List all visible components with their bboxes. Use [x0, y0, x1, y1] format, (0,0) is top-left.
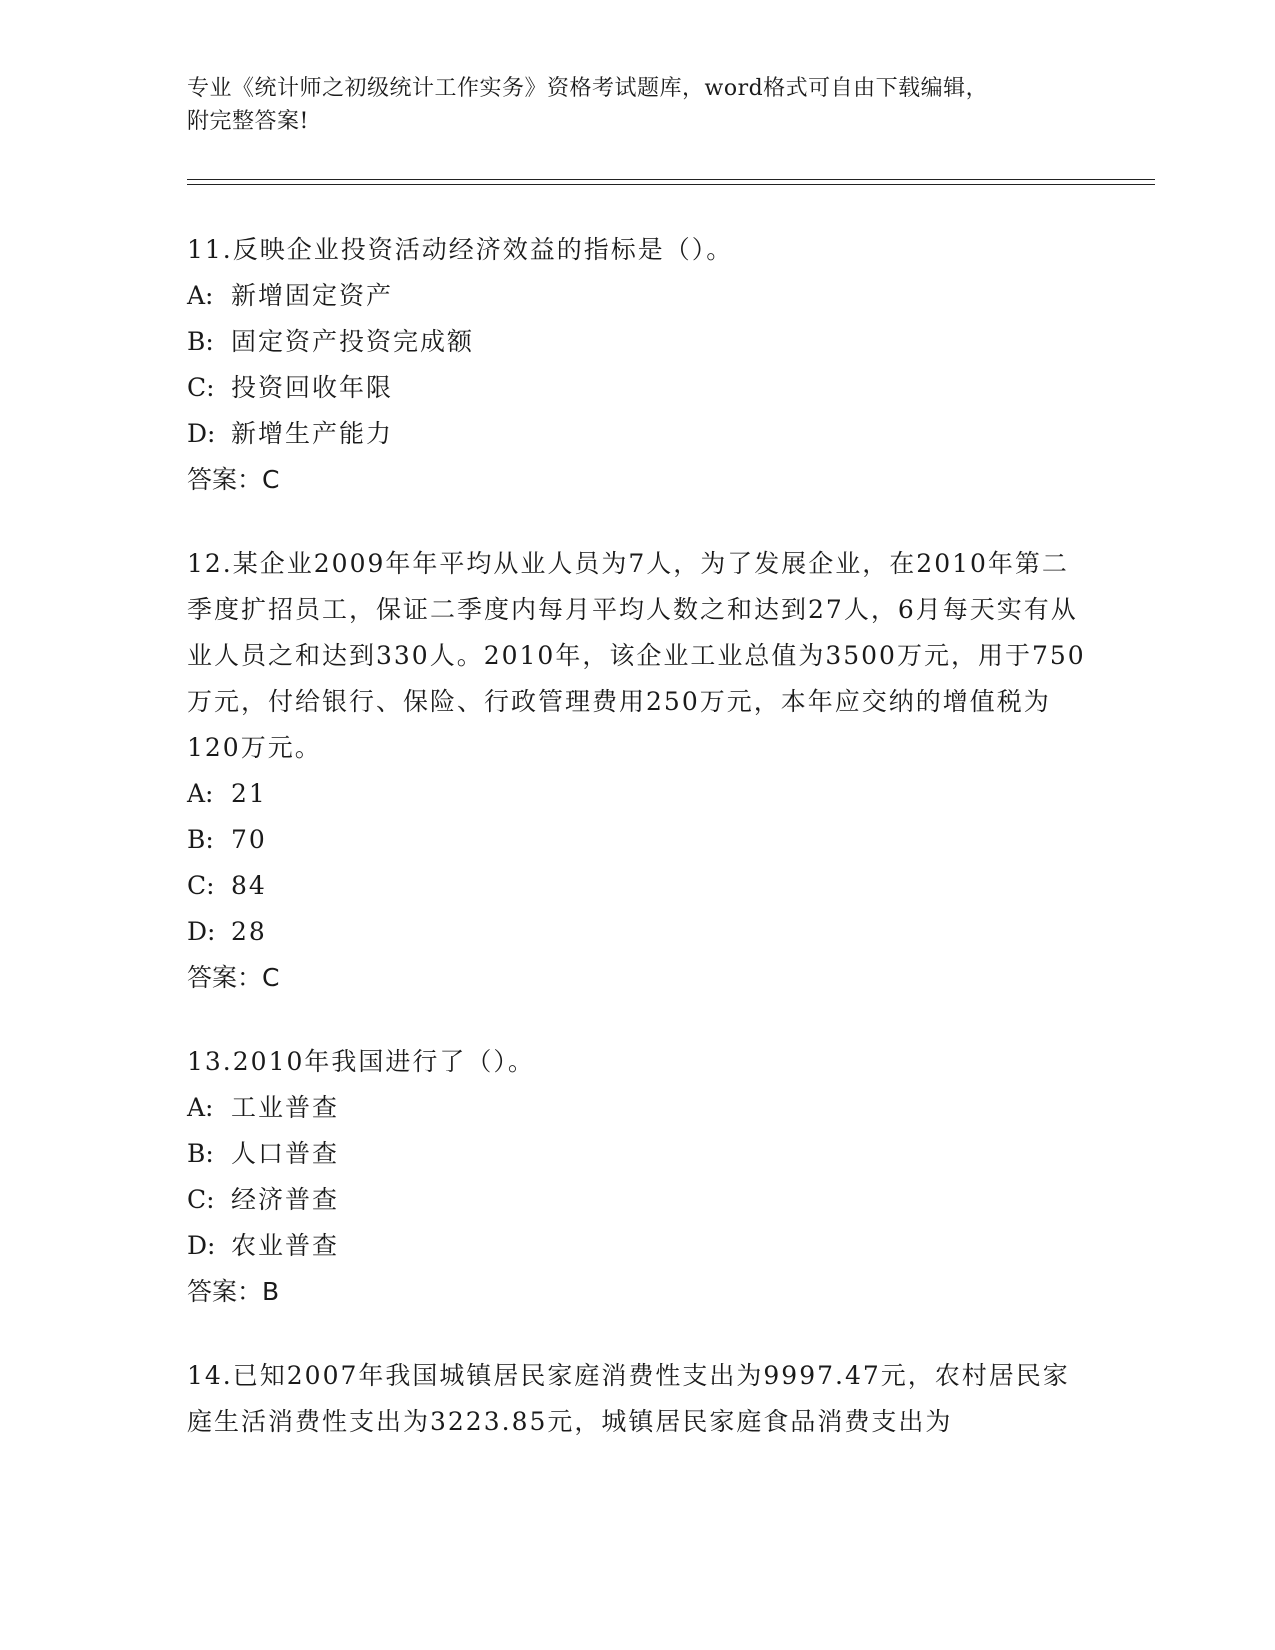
option-letter: C:: [187, 373, 215, 402]
option-letter: B:: [187, 825, 214, 854]
question-stem: 13.2010年我国进行了（）。: [187, 1047, 535, 1076]
option-letter: B:: [187, 1139, 214, 1168]
option-text: 经济普查: [231, 1185, 340, 1214]
question-13: [187, 1039, 1087, 1315]
question-stem: 11.反映企业投资活动经济效益的指标是（）。: [187, 235, 734, 264]
option-d: [187, 909, 1087, 955]
option-text: 21: [231, 779, 267, 808]
option-a: [187, 771, 1087, 817]
option-text: 新增生产能力: [231, 419, 394, 448]
option-letter: A:: [187, 1093, 214, 1122]
option-letter: C:: [187, 871, 215, 900]
option-letter: D:: [187, 917, 216, 946]
answer-line: 答案：C: [187, 963, 280, 992]
option-b: [187, 319, 1087, 365]
question-12: [187, 541, 1087, 1001]
option-text: 70: [231, 825, 267, 854]
question-11: [187, 227, 1087, 503]
question-14: [187, 1353, 1087, 1445]
option-text: 28: [231, 917, 267, 946]
document-header: [187, 72, 1067, 138]
option-c: [187, 1177, 1087, 1223]
question-list: [187, 227, 1087, 1483]
option-letter: D:: [187, 1231, 216, 1260]
option-c: [187, 863, 1087, 909]
header-line-1: 专业《统计师之初级统计工作实务》资格考试题库，word格式可自由下载编辑，: [187, 76, 989, 101]
option-b: [187, 817, 1087, 863]
option-text: 固定资产投资完成额: [231, 327, 475, 356]
option-b: [187, 1131, 1087, 1177]
option-d: [187, 1223, 1087, 1269]
option-c: [187, 365, 1087, 411]
answer-line: 答案：C: [187, 465, 280, 494]
question-stem: 12.某企业2009年年平均从业人员为7人，为了发展企业，在2010年第二季度扩招员工，保证二季度内每月平均人数之和达到27人，6月每天实有从业人员之和达到330人。2010年，该企业工业总值为3500万元，用于750万元，付给银行、保险、行政管理费用250万元，本年应交纳的增值税为120万元。: [187, 549, 1086, 762]
option-letter: B:: [187, 327, 214, 356]
option-text: 农业普查: [231, 1231, 340, 1260]
option-a: [187, 1085, 1087, 1131]
option-text: 人口普查: [231, 1139, 340, 1168]
question-stem: 14.已知2007年我国城镇居民家庭消费性支出为9997.47元，农村居民家庭生活消费性支出为3223.85元，城镇居民家庭食品消费支出为: [187, 1361, 1070, 1436]
option-text: 新增固定资产: [231, 281, 394, 310]
header-divider-top: [187, 179, 1155, 180]
answer-line: 答案：B: [187, 1277, 280, 1306]
option-letter: D:: [187, 419, 216, 448]
header-line-2: 附完整答案!: [187, 109, 309, 134]
option-text: 工业普查: [231, 1093, 340, 1122]
header-divider-bottom: [187, 184, 1155, 185]
option-text: 84: [231, 871, 267, 900]
option-letter: A:: [187, 281, 214, 310]
option-text: 投资回收年限: [231, 373, 394, 402]
option-letter: A:: [187, 779, 214, 808]
option-a: [187, 273, 1087, 319]
option-d: [187, 411, 1087, 457]
option-letter: C:: [187, 1185, 215, 1214]
